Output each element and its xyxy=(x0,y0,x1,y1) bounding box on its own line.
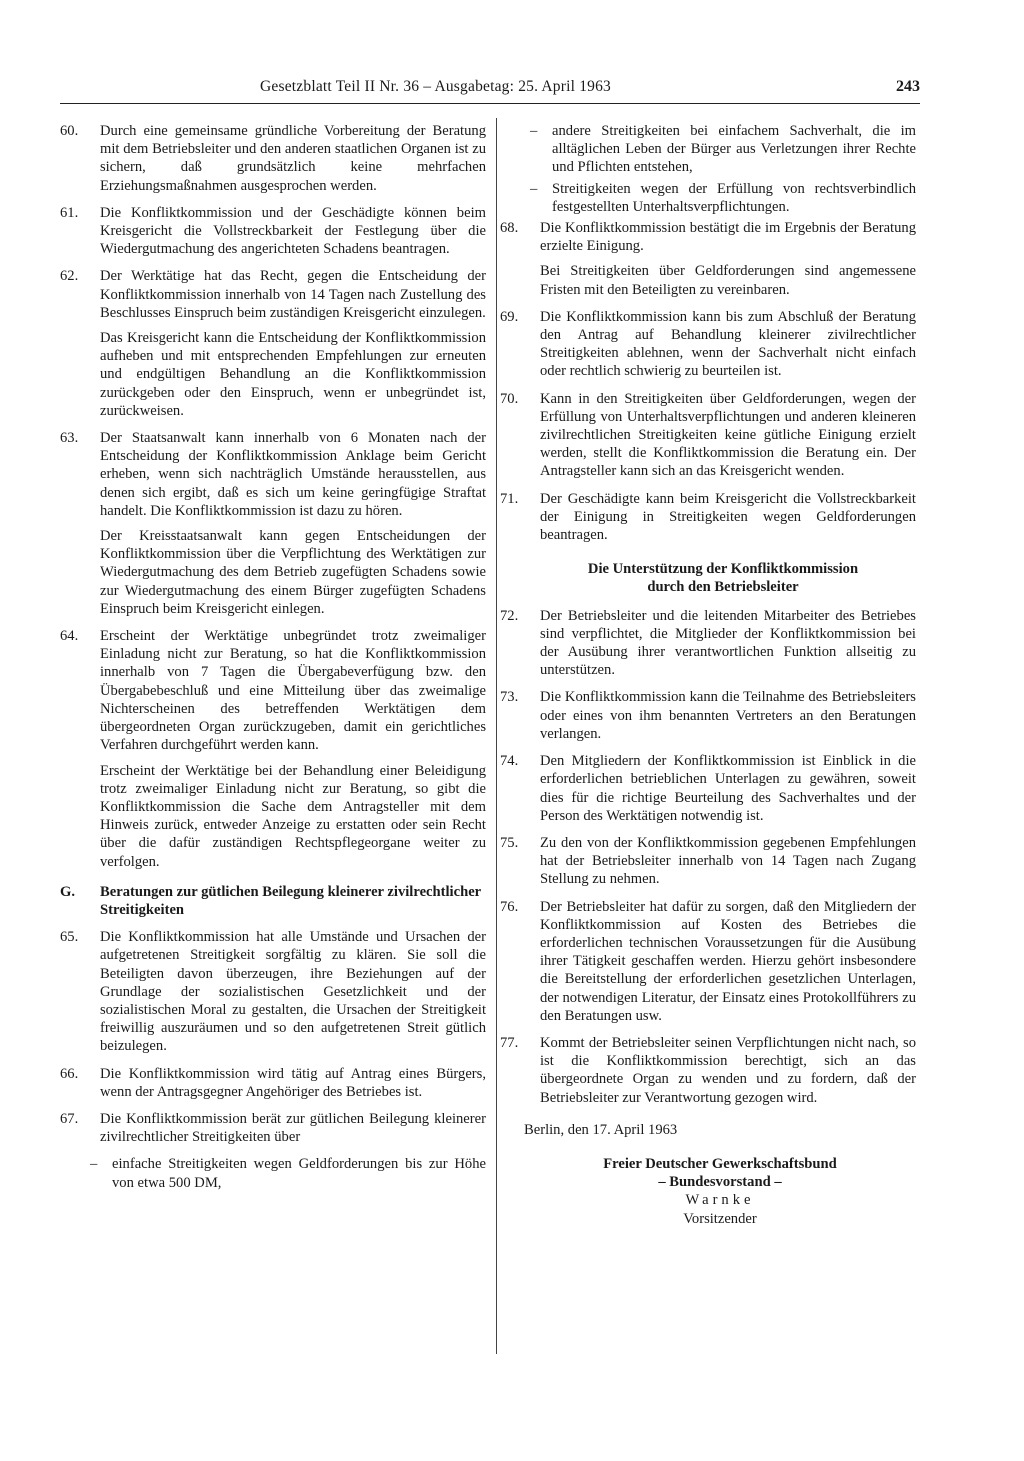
paragraph-number: 60. xyxy=(60,123,79,139)
paragraph-text: Kann in den Streitigkeiten über Geldforderungen, wegen der Erfüllung von Unterhaltsverpflichtungen und anderen kleineren zivilrechtlichen Streitigkeiten keine gütliche Einigung erzielt werden, stellt die Konfliktkommission die Beratung ein. Der Antragsteller kann sich an das Kreisgericht wenden. xyxy=(540,390,916,480)
header-title: Gesetzblatt Teil II Nr. 36 – Ausgabetag: 25. April 1963 xyxy=(260,78,612,95)
paragraph-text: Kommt der Betriebsleiter seinen Verpflichtungen nicht nach, so ist die Konfliktkommission berechtigt, sich an das übergeordnete Organ zu wenden und zu fordern, daß der Betriebsleiter zur Verantwortung gezogen wird. xyxy=(540,1034,916,1106)
paragraph-text: Die Konfliktkommission hat alle Umstände und Ursachen der aufgetretenen Streitigkeit sorgfältig zu klären. Sie soll die Beteiligten davon überzeugen, ihre Beziehungen auf der Grundlage der sozialistischen Gesetzlichkeit und der sozialistischen Moral zu gestalten, die Ursachen der Streitigkeit freiwillig auszuräumen und so den aufgetretenen Streit gütlich beizulegen. xyxy=(100,929,486,1055)
header-rule xyxy=(60,103,920,104)
paragraph-text: Der Betriebsleiter hat dafür zu sorgen, daß den Mitgliedern der Konfliktkommission auf Kosten des Betriebes die erforderlichen technischen Voraussetzungen für die Ausübung ihrer Tätigkeit geschaffen werden. Hierzu gehört insbesondere die Bereitstellung der erforderlichen gesetzlichen Unterlagen, der notwendigen Literatur, der Einsatz eines Protokollführers zu den Beratungen usw. xyxy=(540,898,916,1024)
paragraph-text: Bei Streitigkeiten über Geldforderungen sind angemessene Fristen mit den Beteiligten zu vereinbaren. xyxy=(540,263,916,298)
paragraph-item xyxy=(500,834,916,889)
paragraph-number: 61. xyxy=(60,204,79,221)
dash-bullet: – xyxy=(530,123,538,139)
paragraph-number: 62. xyxy=(60,268,79,285)
page-header xyxy=(60,78,920,100)
paragraph-number: 72. xyxy=(500,607,519,624)
signature-org-line-1: Freier Deutscher Gewerkschaftsbund xyxy=(603,1155,837,1172)
right-items-after xyxy=(500,607,916,1107)
paragraph-item xyxy=(60,267,486,420)
paragraph-text: Der Werktätige hat das Recht, gegen die Entscheidung der Konfliktkommission innerhalb von 14 Tagen nach Zustellung des Beschlusses Einspruch beim zuständigen Kreisgericht einzulegen. xyxy=(100,268,486,321)
paragraph-item xyxy=(60,1065,486,1101)
paragraph-number: 73. xyxy=(500,689,519,706)
dash-item-text: andere Streitigkeiten bei einfachem Sachverhalt, die im alltäglichen Leben der Bürger aus Verletzungen ihrer Rechte und Pflichten entstehen, xyxy=(552,123,916,176)
paragraph-text: Die Konfliktkommission berät zur gütlichen Beilegung kleinerer zivilrechtlicher Streitigkeiten über xyxy=(100,1110,486,1146)
paragraph-number: 70. xyxy=(500,390,519,407)
heading-line-1: Die Unterstützung der Konfliktkommission xyxy=(587,561,859,578)
paragraph-item xyxy=(500,1034,916,1107)
paragraph-item xyxy=(60,429,486,618)
paragraph-text: Der Betriebsleiter und die leitenden Mitarbeiter des Betriebes sind verpflichtet, die Mitglieder der Konfliktkommission bei der Ausübung ihrer verantwortlichen Funktion allseitig zu unterstützen. xyxy=(540,607,916,679)
paragraph-item xyxy=(500,688,916,743)
paragraph-text: Die Konfliktkommission kann die Teilnahme des Betriebsleiters oder eines von ihm benannten Vertreters an den Beratungen verlangen. xyxy=(540,689,916,742)
left-items-after xyxy=(60,928,486,1146)
left-dash-list xyxy=(60,1155,486,1191)
section-heading-betriebsleiter xyxy=(530,560,916,596)
paragraph-item xyxy=(500,390,916,481)
dash-item-text: einfache Streitigkeiten wegen Geldforderungen bis zur Höhe von etwa 500 DM, xyxy=(112,1156,486,1191)
dash-bullet: – xyxy=(530,180,538,197)
paragraph-number: 76. xyxy=(500,898,519,915)
dash-list-item xyxy=(500,122,916,177)
left-items xyxy=(60,122,486,871)
left-column xyxy=(60,122,486,1195)
dash-bullet: – xyxy=(90,1156,98,1173)
paragraph-text: Durch eine gemeinsame gründliche Vorbereitung der Beratung mit dem Betriebsleiter und den anderen staatlichen Organen ist zu sichern, daß grundsätzlich keine mehrfachen Erziehungsmaßnahmen ausgesprochen werden. xyxy=(100,123,486,194)
paragraph-text: Die Konfliktkommission und der Geschädigte können beim Kreisgericht die Vollstreckbarkeit der Festlegung über die Wiedergutmachung des angerichteten Schadens beantragen. xyxy=(100,204,486,258)
right-dash-list xyxy=(500,122,916,216)
paragraph-item xyxy=(60,204,486,259)
signature-role: Vorsitzender xyxy=(683,1210,757,1227)
paragraph-item xyxy=(60,627,486,871)
paragraph-text: Die Konfliktkommission wird tätig auf Antrag eines Bürgers, wenn der Antragsgegner Angehöriger des Betriebes ist. xyxy=(100,1065,486,1100)
section-letter: G. xyxy=(60,883,75,900)
right-column xyxy=(500,122,916,1228)
paragraph-item xyxy=(60,122,486,195)
paragraph-number: 65. xyxy=(60,929,79,946)
signing-date: Berlin, den 17. April 1963 xyxy=(524,1121,678,1138)
paragraph-item xyxy=(500,752,916,825)
paragraph-number: 74. xyxy=(500,753,519,770)
paragraph-text: Die Konfliktkommission kann bis zum Abschluß der Beratung den Antrag auf Behandlung kleinerer zivilrechtlicher Streitigkeiten ablehnen, wenn der Sachverhalt nicht einfach oder rechtlich schwierig zu beurteilen ist. xyxy=(540,308,916,380)
paragraph-number: 75. xyxy=(500,834,519,851)
dash-item-text: Streitigkeiten wegen der Erfüllung von rechtsverbindlich festgestellten Unterhaltsverpflichtungen. xyxy=(552,180,916,215)
heading-line-2: durch den Betriebsleiter xyxy=(647,579,799,596)
paragraph-number: 71. xyxy=(500,490,519,507)
paragraph-item xyxy=(500,607,916,680)
paragraph-number: 67. xyxy=(60,1110,79,1127)
paragraph-number: 68. xyxy=(500,220,519,237)
paragraph-item xyxy=(500,898,916,1025)
paragraph-item xyxy=(60,928,486,1055)
column-divider xyxy=(496,118,497,1354)
paragraph-text: Zu den von der Konfliktkommission gegebenen Empfehlungen hat der Betriebsleiter innerhalb von 14 Tagen nach Zugang Stellung zu nehmen. xyxy=(540,834,916,888)
paragraph-item xyxy=(500,219,916,299)
dash-list-item xyxy=(60,1155,486,1191)
paragraph-text: Der Staatsanwalt kann innerhalb von 6 Monaten nach der Entscheidung der Konfliktkommission Anklage beim Gericht erheben, wenn sich nachträglich Umstände herausstellen, aus denen sich ergibt, daß es sich um keine geringfügige Straftat handelt. Die Konfliktkommission ist dazu zu hören. xyxy=(100,430,486,519)
paragraph-text: Erscheint der Werktätige unbegründet trotz zweimaliger Einladung nicht zur Beratung, so hat die Konfliktkommission innerhalb von 7 Tagen die Übergabeverfügung bzw. den Übergabebeschluß und eine Mitteilung über das zweimalige Nichterscheinen des betreffenden Werktätigen dem übergeordneten Organ zurückzugeben, damit ein gerichtliches Verfahren durchgeführt werden kann. xyxy=(100,628,486,754)
paragraph-text: Das Kreisgericht kann die Entscheidung der Konfliktkommission aufheben und mit entsprechenden Empfehlungen zur erneuten und endgültigen Behandlung an die Konfliktkommission zurückgeben oder den Einspruch, wenn er unbegründet ist, zurückweisen. xyxy=(100,330,486,419)
paragraph-number: 64. xyxy=(60,628,79,645)
paragraph-item xyxy=(500,490,916,545)
signature-block xyxy=(524,1155,916,1228)
right-items xyxy=(500,219,916,544)
signature-org-line-2: – Bundesvorstand – xyxy=(658,1174,782,1191)
paragraph-text: Der Kreisstaatsanwalt kann gegen Entscheidungen der Konfliktkommission über die Verpflichtung des Werktätigen zur Wiedergutmachung des dem Betrieb zugefügten Schadens sowie zur Wiedergutmachung des einem Bürger zugefügten Schadens Einspruch beim Kreisgericht einlegen. xyxy=(100,528,486,617)
paragraph-number: 69. xyxy=(500,308,519,325)
paragraph-text: Erscheint der Werktätige bei der Behandlung einer Beleidigung trotz zweimaliger Einladung nicht zur Beratung, so gibt die Konfliktkommission die Sache dem Antragsteller mit dem Hinweis zurück, entweder Anzeige zu erstatten oder sein Recht über die dafür zuständigen Rechtspflegeorgane weiter zu verfolgen. xyxy=(100,762,486,870)
paragraph-text: Der Geschädigte kann beim Kreisgericht die Vollstreckbarkeit der Einigung in Streitigkeiten wegen Geldforderungen beantragen. xyxy=(540,490,916,544)
paragraph-item xyxy=(60,1110,486,1146)
section-title: Beratungen zur gütlichen Beilegung kleinerer zivilrechtlicher Streitigkeiten xyxy=(100,883,481,918)
section-heading-g xyxy=(60,883,486,919)
dash-list-item xyxy=(500,180,916,216)
paragraph-text: Die Konfliktkommission bestätigt die im Ergebnis der Beratung erzielte Einigung. xyxy=(540,220,916,255)
paragraph-text: Den Mitgliedern der Konfliktkommission ist Einblick in die erforderlichen betrieblichen Unterlagen zu gewähren, soweit dies für die richtige Beurteilung des Sachverhaltes und der Person des Werktätigen notwendig ist. xyxy=(540,753,916,824)
signature-name: Warnke xyxy=(685,1192,755,1209)
page-number: 243 xyxy=(896,78,920,95)
paragraph-number: 66. xyxy=(60,1065,79,1082)
paragraph-item xyxy=(500,308,916,381)
paragraph-number: 77. xyxy=(500,1034,519,1051)
paragraph-number: 63. xyxy=(60,430,79,447)
